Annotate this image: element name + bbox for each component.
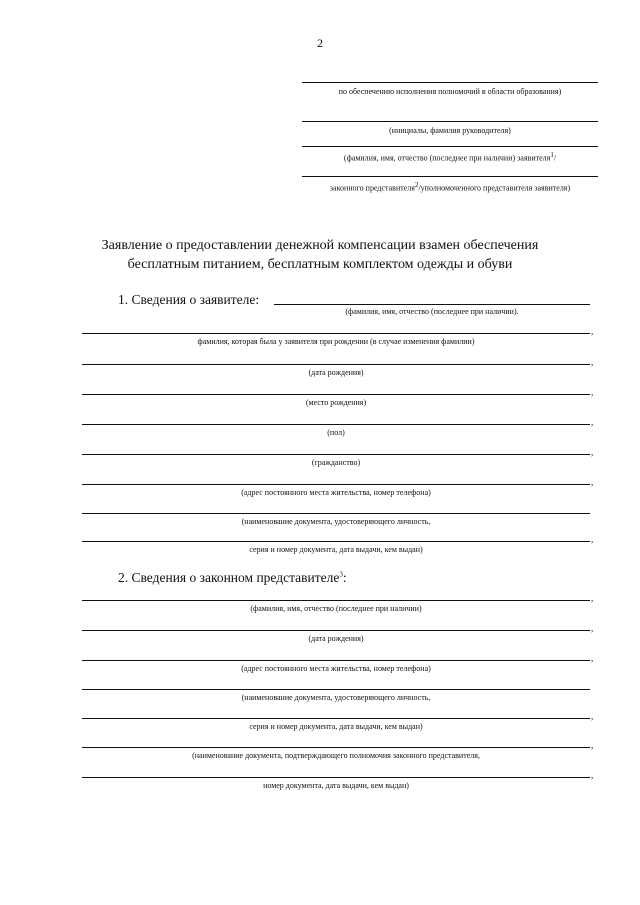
field-caption: (место рождения): [305, 398, 367, 407]
field-comma: ,: [591, 740, 594, 750]
title-line-1: Заявление о предоставлении денежной компенсации взамен обеспечения: [101, 238, 539, 253]
field-caption: (адрес постоянного места жительства, номер телефона): [241, 488, 431, 497]
field-caption: номер документа, дата выдачи, кем выдан): [263, 781, 409, 790]
representative-line: [302, 176, 598, 177]
field-line: [82, 424, 590, 425]
section-1-field-caption: (фамилия, имя, отчество (последнее при наличии).: [345, 307, 519, 316]
applicant-caption-text-3: /уполномоченного представителя заявителя): [418, 183, 571, 193]
field-caption: (наименование документа, подтверждающего полномочия законного представителя,: [192, 751, 480, 760]
field-comma: ,: [591, 653, 594, 663]
field-comma: ,: [591, 477, 594, 487]
field-line: [82, 777, 590, 778]
field-line: [82, 513, 590, 514]
field-caption: (дата рождения): [308, 368, 364, 377]
title-line-2: бесплатным питанием, бесплатным комплектом одежды и обуви: [127, 257, 513, 272]
field-caption: серия и номер документа, дата выдачи, кем выдан): [249, 545, 423, 554]
applicant-caption-2: [302, 180, 598, 194]
field-line: [82, 541, 590, 542]
field-comma: ,: [591, 711, 594, 721]
field-caption: (фамилия, имя, отчество (последнее при наличии): [250, 604, 422, 613]
field-comma: ,: [591, 534, 594, 544]
field-caption: фамилия, которая была у заявителя при рождении (в случае изменения фамилии): [197, 337, 475, 346]
section-1-name-line: [274, 304, 590, 305]
field-comma: ,: [591, 417, 594, 427]
field-line: [82, 689, 590, 690]
section-2-heading-suffix: :: [342, 570, 347, 585]
footnote-mark-1: 1: [550, 151, 554, 159]
field-line: [82, 600, 590, 601]
field-comma: ,: [591, 770, 594, 780]
footnote-mark-3: 3: [339, 570, 343, 579]
head-caption: (инициалы, фамилия руководителя): [389, 126, 511, 135]
field-comma: ,: [591, 593, 594, 603]
applicant-caption-1: (фамилия, имя, отчество (последнее при наличии) заявителя$^1$/: [343, 151, 557, 163]
footnote-mark-2: 2: [414, 181, 419, 189]
field-caption: (наименование документа, удостоверяющего личность,: [241, 517, 431, 526]
applicant-caption-text-2: законного представителя: [329, 183, 415, 193]
field-line: [82, 394, 590, 395]
field-caption: (пол): [327, 428, 345, 437]
field-comma: ,: [591, 447, 594, 457]
organ-line: [302, 82, 598, 83]
field-line: [82, 747, 590, 748]
field-line: [82, 454, 590, 455]
field-caption: (наименование документа, удостоверяющего личность,: [241, 693, 431, 702]
field-caption: (дата рождения): [308, 634, 364, 643]
field-caption: (гражданство): [311, 458, 361, 467]
field-line: [82, 333, 590, 334]
head-line: [302, 121, 598, 122]
field-line: [82, 484, 590, 485]
field-caption: серия и номер документа, дата выдачи, кем выдан): [249, 722, 423, 731]
field-line: [82, 630, 590, 631]
field-line: [82, 660, 590, 661]
field-comma: ,: [591, 387, 594, 397]
field-caption: (адрес постоянного места жительства, номер телефона): [241, 664, 431, 673]
document-title: [60, 236, 580, 274]
applicant-caption-text-1: (фамилия, имя, отчество (последнее при наличии) заявителя: [343, 153, 551, 163]
field-comma: ,: [591, 357, 594, 367]
page-number: 2: [317, 36, 323, 50]
section-2-heading-text: 2. Сведения о законном представителе: [118, 570, 340, 585]
field-comma: ,: [591, 326, 594, 336]
field-line: [82, 364, 590, 365]
applicant-line: [302, 146, 598, 147]
field-line: [82, 718, 590, 719]
organ-caption: по обеспечению исполнения полномочий в области образования): [338, 87, 562, 96]
section-2-heading: [118, 570, 347, 586]
field-comma: ,: [591, 623, 594, 633]
section-1-heading: 1. Сведения о заявителе:: [118, 292, 260, 307]
